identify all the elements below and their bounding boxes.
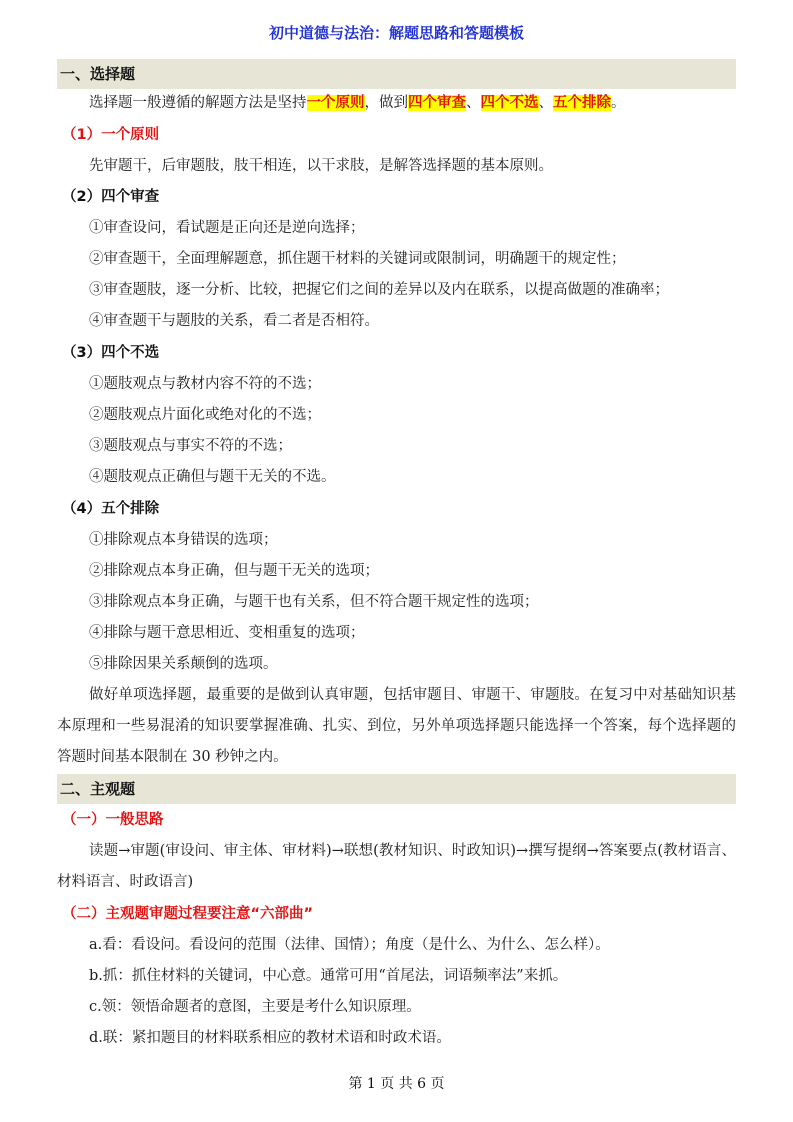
subheading-four-checks: （2）四个审查 [62, 189, 160, 205]
general-approach-paragraph: 读题→审题(审设问、审主体、审材料)→联想(教材知识、时政知识)→撰写提纲→答案要点(教材语言、材料语言、时政语言) [57, 843, 736, 890]
list-item: ①题肢观点与教材内容不符的不选； [89, 376, 321, 392]
subheading-five-eliminations: （4）五个排除 [62, 501, 160, 517]
list-item: ④排除与题干意思相近、变相重复的选项； [89, 625, 365, 641]
list-item: ①排除观点本身错误的选项； [89, 532, 278, 548]
list-item: ③排除观点本身正确，与题干也有关系，但不符合题干规定性的选项； [89, 594, 539, 610]
list-item: d.联：紧扣题目的材料联系相应的教材术语和时政术语。 [89, 1030, 451, 1046]
highlight-five-eliminations: 五个排除 [553, 95, 611, 111]
highlight-four-rejects: 四个不选 [480, 95, 539, 111]
intro-text: ，做到 [364, 95, 408, 111]
intro-sep: 、 [466, 95, 481, 111]
list-item: ⑤排除因果关系颠倒的选项。 [89, 656, 278, 672]
list-item: ②审查题干，全面理解题意，抓住题干材料的关键词或限制词，明确题干的规定性； [89, 251, 626, 267]
list-item: ④题肢观点正确但与题干无关的不选。 [89, 469, 336, 485]
choice-summary-paragraph: 做好单项选择题，最重要的是做到认真审题，包括审题目、审题干、审题肢。在复习中对基础知识基本原理和一些易混淆的知识要掌握准确、扎实、到位，另外单项选择题只能选择一个答案，每个选择题的答题时间基本限制在 30 秒钟之内。 [57, 687, 736, 765]
subheading-general-approach: （一）一般思路 [62, 812, 164, 828]
list-item: ④审查题干与题肢的关系，看二者是否相符。 [89, 313, 379, 329]
list-item: b.抓：抓住材料的关键词，中心意。通常可用“首尾法，词语频率法”来抓。 [89, 968, 568, 984]
highlight-one-principle: 一个原则 [306, 95, 365, 111]
choice-intro [89, 93, 626, 113]
subheading-six-steps: （二）主观题审题过程要注意“六部曲” [62, 906, 314, 922]
section-heading-subjective: 二、主观题 [57, 774, 736, 804]
intro-end: 。 [611, 95, 626, 111]
intro-sep: 、 [538, 95, 553, 111]
list-item: c.领：领悟命题者的意图，主要是考什么知识原理。 [89, 999, 421, 1015]
highlight-four-checks: 四个审查 [408, 95, 466, 111]
list-item: ②题肢观点片面化或绝对化的不选； [89, 407, 321, 423]
list-item: ③审查题肢，逐一分析、比较，把握它们之间的差异以及内在联系，以提高做题的准确率； [89, 282, 669, 298]
subheading-one-principle: （1）一个原则 [62, 127, 160, 143]
list-item: ②排除观点本身正确，但与题干无关的选项； [89, 563, 379, 579]
intro-text: 选择题一般遵循的解题方法是坚持 [89, 95, 307, 111]
page-number-footer: 第 1 页 共 6 页 [348, 1076, 445, 1092]
list-item: a.看：看设问。看设问的范围（法律、国情）；角度（是什么、为什么、怎么样）。 [89, 937, 610, 953]
list-item: 先审题干，后审题肢，肢干相连，以干求肢，是解答选择题的基本原则。 [89, 158, 553, 174]
page-title: 初中道德与法治：解题思路和答题模板 [268, 24, 524, 42]
list-item: ①审查设问，看试题是正向还是逆向选择； [89, 220, 365, 236]
section-heading-choice: 一、选择题 [57, 59, 736, 89]
subheading-four-rejects: （3）四个不选 [62, 345, 160, 361]
list-item: ③题肢观点与事实不符的不选； [89, 438, 292, 454]
